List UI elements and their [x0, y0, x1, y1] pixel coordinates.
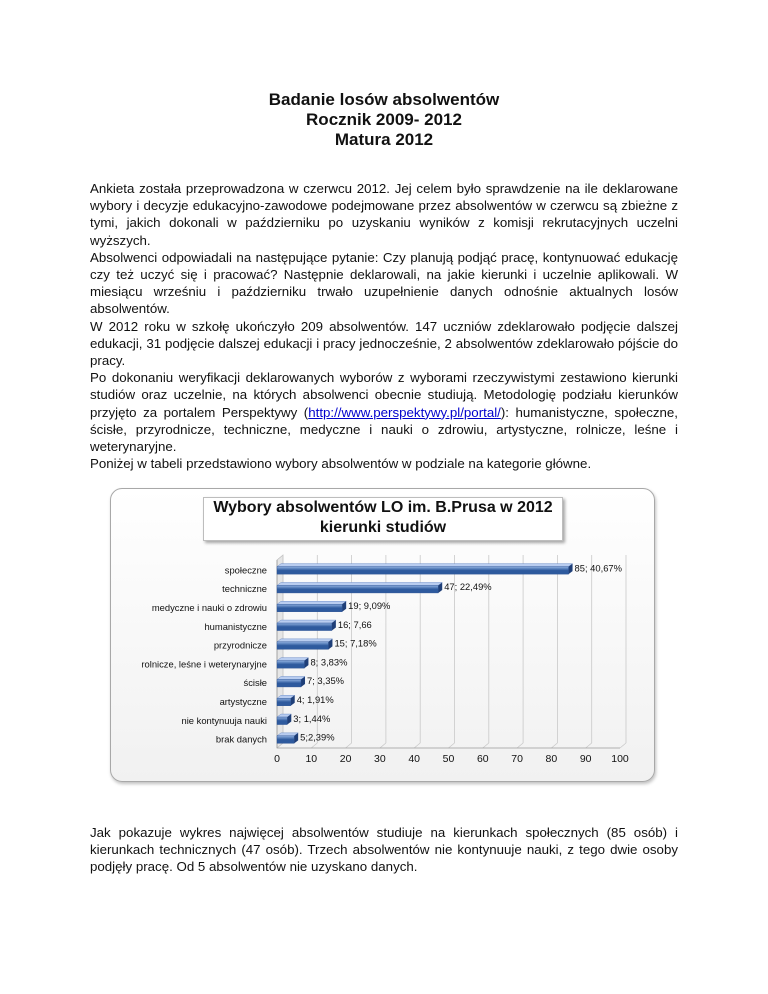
gridline-floor [620, 743, 626, 748]
chart-title-line-2: kierunki studiów [319, 519, 447, 536]
bar [277, 567, 569, 575]
data-label: 16; 7,66 [337, 618, 372, 630]
chart-title [203, 497, 563, 541]
paragraph-4-start: Po dokonaniu weryfikacji deklarowanych wyborów z wyborami rzeczywistymi zestawiono kierunki studiów oraz uczelnie, na których absolwenci obecnie studiują. Metodologię podziału kierunków przyjęto za portalem Perspektywy ( [90, 370, 678, 420]
bar-top [277, 564, 573, 567]
title-line-3: Matura 2012 [334, 130, 434, 149]
x-tick-label: 50 [442, 753, 455, 765]
x-tick-label: 10 [305, 753, 318, 765]
bar [277, 717, 287, 725]
category-label: nie kontynuuja nauki [181, 714, 267, 726]
x-tick-label: 60 [476, 753, 489, 765]
bar [277, 698, 291, 706]
data-label: 5;2,39% [300, 731, 335, 743]
title-line-1: Badanie losów absolwentów [268, 90, 500, 109]
gridline-floor [380, 743, 386, 748]
paragraph-3: W 2012 roku w szkołę ukończyło 209 absolwentów. 147 uczniów zdeklarowało podjęcie dalszej edukacji, 31 podjęcie dalszej edukacji i pracy jednocześnie, 2 absolwentów zdeklarowało pójście do pracy. [90, 318, 678, 369]
category-label: brak danych [215, 733, 267, 745]
data-label: 8; 3,83% [310, 656, 348, 668]
category-label: humanistyczne [204, 620, 267, 632]
paragraph-1: Ankieta została przeprowadzona w czerwcu 2012. Jej celem było sprawdzenie na ile deklarowane wybory i decyzje edukacyjno-zawodowe podejmowane przez absolwentów w czerwcu są zbieżne z tymi, jakich dokonali w październiku po uzyskaniu wyników z komisji rekrutacyjnych uczelni wyższych. [90, 181, 678, 248]
gridline-floor [449, 743, 455, 748]
gridline-floor [517, 743, 523, 748]
gridline-floor [346, 743, 352, 748]
chart-title-line-1: Wybory absolwentów LO im. B.Prusa w 2012 [213, 499, 553, 516]
paragraph-4-end: ): humanistyczne, społeczne, ścisłe, przyrodnicze, techniczne, medyczne i nauki o zdrowiu, artystyczne, rolnicze, leśne i weterynaryjne. [90, 404, 678, 455]
gridline-floor [311, 743, 317, 748]
bar-top [277, 620, 336, 623]
gridline-floor [483, 743, 489, 748]
x-tick-label: 70 [511, 753, 523, 765]
x-tick-label: 40 [408, 753, 421, 765]
x-tick-label: 100 [611, 753, 629, 765]
data-label: 47; 22,49% [444, 581, 492, 593]
x-tick-label: 30 [374, 753, 386, 765]
category-label: rolnicze, leśne i weterynaryjne [141, 658, 267, 670]
data-label: 7; 3,35% [307, 675, 345, 687]
x-tick-label: 20 [339, 753, 352, 765]
bar [277, 585, 438, 593]
category-label: medyczne i nauki o zdrowiu [151, 602, 267, 613]
intro-text [90, 180, 678, 472]
data-label: 4; 1,91% [296, 694, 334, 705]
bar [277, 661, 304, 669]
paragraph-2: Absolwenci odpowiadali na następujące pytanie: Czy planują podjąć pracę, kontynuować edukację czy też uczyć się i pracować? Następnie deklarowali, na jakie kierunki i uczelnie aplikowali. W miesiącu wrześniu i październiku trwało uzupełnienie danych odnośnie aktualnych losów absolwentów. [90, 249, 678, 317]
bar [277, 604, 342, 612]
bar-top [277, 601, 346, 604]
document-title [0, 90, 768, 150]
paragraph-4 [90, 369, 678, 455]
bar-top [277, 639, 332, 642]
x-tick-label: 90 [579, 753, 592, 765]
category-label: społeczne [224, 564, 267, 576]
gridline-floor [551, 743, 557, 748]
gridline-floor [586, 743, 592, 748]
data-label: 15; 7,18% [334, 637, 377, 649]
bar-top [277, 658, 308, 661]
category-label: przyrodnicze [213, 639, 267, 651]
paragraph-6: Jak pokazuje wykres najwięcej absolwentów studiuje na kierunkach społecznych (85 osób) i kierunkach technicznych (47 osób). Trzech absolwentów nie kontynuuje nauki, z tego dwie osoby podjęły pracę. Od 5 absolwentów nie uzyskano danych. [90, 825, 678, 875]
paragraph-5: Poniżej w tabeli przedstawiono wybory absolwentów w podziale na kategorie główne. [90, 456, 592, 472]
x-tick-label: 80 [545, 753, 558, 765]
bar-top [277, 582, 442, 585]
data-label: 85; 40,67% [574, 562, 622, 574]
bar [277, 679, 301, 687]
perspektywy-link[interactable]: http://www.perspektywy.pl/portal/ [308, 404, 501, 420]
bar [277, 736, 294, 744]
bar-top [277, 676, 305, 679]
category-label: artystyczne [219, 696, 267, 707]
data-label: 19; 9,09% [348, 600, 391, 611]
category-label: techniczne [222, 583, 267, 595]
bar-chart [110, 540, 653, 776]
bar [277, 623, 332, 631]
bar [277, 642, 328, 650]
title-line-2: Rocznik 2009- 2012 [306, 110, 462, 129]
data-label: 3; 1,44% [293, 712, 331, 724]
x-tick-label: 0 [274, 753, 280, 765]
category-label: ścisłe [243, 677, 267, 689]
gridline-floor [414, 743, 420, 748]
